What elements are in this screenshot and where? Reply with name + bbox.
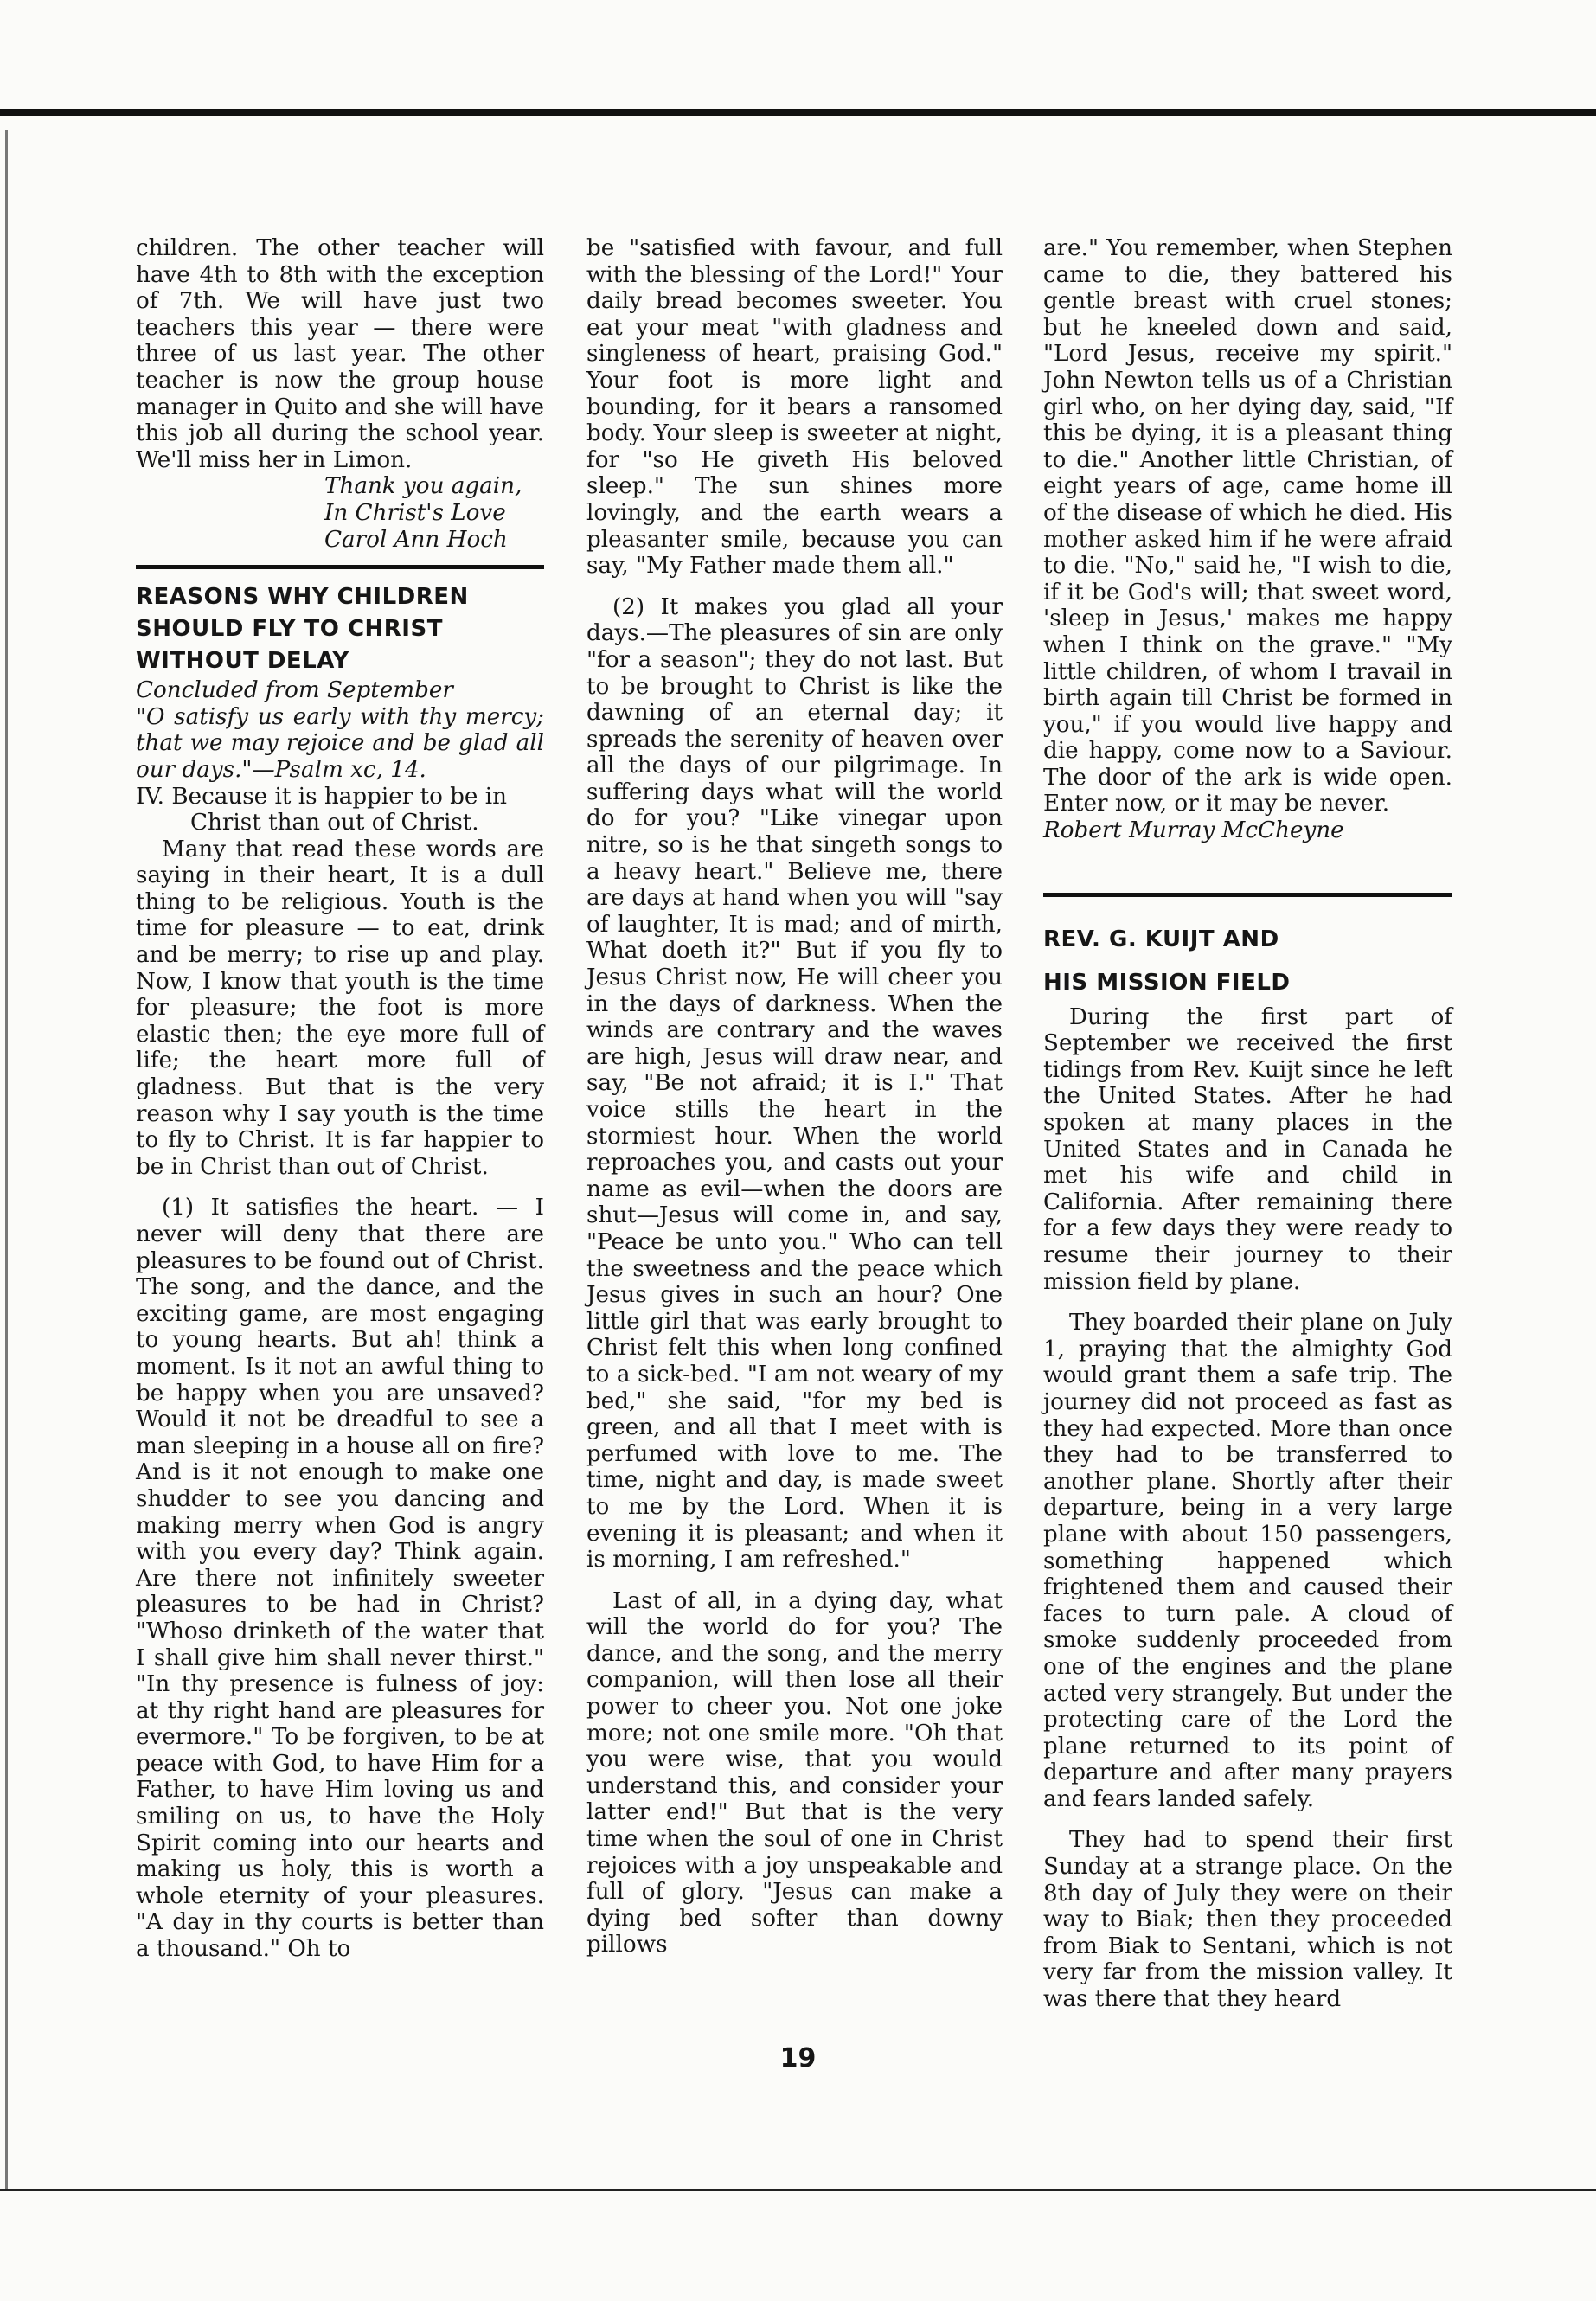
article2-title-line-1: REV. G. KUIJT AND: [1043, 926, 1279, 952]
column-right: [1043, 235, 1452, 2013]
article2-paragraph: During the first part of September we received the first tidings from Rev. Kuijt since he left the United States. After he had spoken at many places in the United States and in Canada he met his wife and child in California. After remaining there for a few days they were ready to resume their journey to their mission field by plane.: [1043, 1003, 1452, 1295]
section-divider: [1043, 893, 1452, 897]
page-number: 19: [779, 2043, 817, 2073]
letter-signature: Carol Ann Hoch: [324, 526, 508, 553]
letter-ending-paragraph: children. The other teacher will have 4th to 8th with the exception of 7th. We will have just two teachers this year — there were three of us last year. The other teacher is now the group house manager in Quito and she will have this job all during the school year. We'll miss her in Limon.: [136, 235, 544, 473]
page-edge-shadow: [5, 130, 8, 2189]
article2-paragraph: They had to spend their first Sunday at a strange place. On the 8th day of July they were on their way to Biak; then they proceeded from Biak to Sentani, which is not very far from the mission valley. It was there that they heard: [1043, 1827, 1452, 2013]
article2-title-line-2: HIS MISSION FIELD: [1043, 969, 1291, 996]
article-author: Robert Murray McCheyne: [1043, 817, 1344, 844]
section-heading-line-1: IV. Because it is happier to be in: [136, 783, 507, 810]
article-paragraph: (1) It satisfies the heart. — I never will deny that there are pleasures to be found out of Christ. The song, and the dance, and the exciting game, are most engaging to young hearts. But ah! think a moment. Is it not an awful thing to be happy when you are unsaved? Would it not be dreadful to see a man sleeping in a house all on fire? And is it not enough to make one shudder to see you dancing and making merry when God is angry with you every day? Think again. Are there not infinitely sweeter pleasures to be had in Christ? "Whoso drinketh of the water that I shall give him shall never thirst." "In thy presence is fulness of joy: at thy right hand are pleasures for evermore." To be forgiven, to be at peace with God, to have Him for a Father, to have Him loving us and smiling on us, to have the Holy Spirit coming into our hearts and making us holy, this is worth a whole eternity of your pleasures. "A day in thy courts is better than a thousand." Oh to: [136, 1195, 544, 1963]
article-paragraph: are." You remember, when Stephen came to die, they battered his gentle breast with cruel stones; but he kneeled down and said, "Lord Jesus, receive my spirit." John Newton tells us of a Christian girl who, on her dying day, said, "If this be dying, it is a pleasant thing to die." Another little Christian, of eight years of age, came home ill of the disease of which he died. His mother asked him if he were afraid to die. "No," said he, "I wish to die, if it be God's will; that sweet word, 'sleep in Jesus,' makes me happy when I think on the grave." "My little children, of whom I travail in birth again till Christ be formed in you," if you would live happy and die happy, come now to a Saviour. The door of the ark is wide open. Enter now, or it may be never.: [1043, 235, 1452, 817]
section-heading-line-2: Christ than out of Christ.: [190, 810, 479, 836]
article-epigraph: "O satisfy us early with thy mercy; that we may rejoice and be glad all our days."—Psalm xc, 14.: [136, 703, 544, 783]
article-title-line-2: SHOULD FLY TO CHRIST: [136, 616, 443, 643]
article-paragraph: be "satisfied with favour, and full with the blessing of the Lord!" Your daily bread becomes sweeter. You eat your meat "with gladness and singleness of heart, praising God." Your foot is more light and bounding, for it bears a ransomed body. Your sleep is sweeter at night, for "so He giveth His beloved sleep." The sun shines more lovingly, and the earth wears a pleasanter smile, because you can say, "My Father made them all.": [586, 235, 1003, 580]
bottom-border-rule: [0, 2189, 1596, 2191]
article-title-line-3: WITHOUT DELAY: [136, 648, 349, 675]
letter-closing-line-1: Thank you again,: [324, 473, 522, 500]
article-title-line-1: REASONS WHY CHILDREN: [136, 584, 469, 611]
top-border-rule: [0, 109, 1596, 116]
column-left: [136, 235, 544, 1963]
column-middle: [586, 235, 1003, 1958]
section-divider: [136, 565, 544, 569]
article2-paragraph: They boarded their plane on July 1, praying that the almighty God would grant them a safe trip. The journey did not proceed as fast as they had expected. More than once they had to be transferred to another plane. Shortly after their departure, being in a very large plane with about 150 passengers, something happened which frightened them and caused their faces to turn pale. A cloud of smoke suddenly proceeded from one of the engines and the plane acted very strangely. But under the protecting care of the Lord the plane returned to its point of departure and after many prayers and fears landed safely.: [1043, 1310, 1452, 1812]
article-paragraph: Last of all, in a dying day, what will the world do for you? The dance, and the song, and the merry companion, will then lose all their power to cheer you. Not one joke more; not one smile more. "Oh that you were wise, that you would understand this, and consider your latter end!" But that is the very time when the soul of one in Christ rejoices with a joy unspeakable and full of glory. "Jesus can make a dying bed softer than downy pillows: [586, 1587, 1003, 1958]
letter-closing-line-2: In Christ's Love: [324, 499, 506, 526]
article-paragraph: (2) It makes you glad all your days.—The pleasures of sin are only "for a season"; they do not last. But to be brought to Christ is like the dawning of an eternal day; it spreads the serenity of heaven over all the days of our pilgrimage. In suffering days what will the world do for you? "Like vinegar upon nitre, so is he that singeth songs to a heavy heart." Believe me, there are days at hand when you will "say of laughter, It is mad; and of mirth, What doeth it?" But if you fly to Jesus Christ now, He will cheer you in the days of darkness. When the winds are contrary and the waves are high, Jesus will draw near, and say, "Be not afraid; it is I." That voice stills the heart in the stormiest hour. When the world reproaches you, and casts out your name as evil—when the doors are shut—Jesus will come in, and say, "Peace be unto you." Who can tell the sweetness and the peace which Jesus gives in such an hour? One little girl that was early brought to Christ felt this when long confined to a sick-bed. "I am not weary of my bed," she said, "for my bed is green, and all that I meet with is perfumed with love to me. The time, night and day, is made sweet to me by the Lord. When it is evening it is pleasant; and when it is morning, I am refreshed.": [586, 593, 1003, 1574]
article-paragraph: Many that read these words are saying in their heart, It is a dull thing to be religious. Youth is the time for pleasure — to eat, drink and be merry; to rise up and play. Now, I know that youth is the time for pleasure; the foot is more elastic then; the eye more full of life; the heart more full of gladness. But that is the very reason why I say youth is the time to fly to Christ. It is far happier to be in Christ than out of Christ.: [136, 836, 544, 1180]
article-subtitle: Concluded from September: [136, 677, 453, 704]
